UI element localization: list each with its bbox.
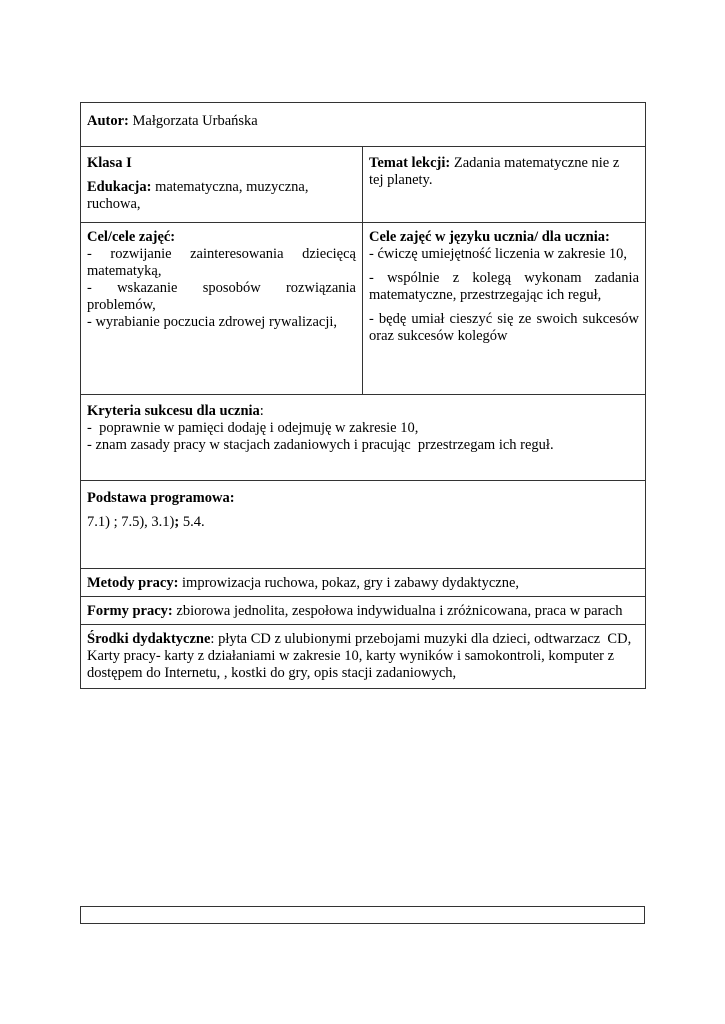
student-goals-label: Cele zajęć w języku ucznia/ dla ucznia: <box>369 229 610 245</box>
topic-cell <box>363 147 646 223</box>
goals-line-4: problemów, <box>87 297 156 313</box>
student-goals-item-3b: oraz sukcesów kolegów <box>369 328 508 344</box>
author-cell <box>81 103 646 147</box>
criteria-label: Kryteria sukcesu dla ucznia <box>87 403 260 419</box>
curriculum-label: Podstawa programowa: <box>87 490 235 506</box>
author-label: Autor: <box>87 113 129 129</box>
curriculum-row <box>81 481 646 569</box>
methods-row <box>81 569 646 597</box>
forms-row <box>81 597 646 625</box>
criteria-row <box>81 395 646 481</box>
forms-value: zbiorowa jednolita, zespołowa indywidualna i zróżnicowana, praca w parach <box>176 603 623 619</box>
class-topic-row <box>81 147 646 223</box>
topic-label: Temat lekcji: <box>369 155 451 171</box>
education-value-1: matematyczna, muzyczna, <box>155 179 309 195</box>
topic-value-1: Zadania matematyczne nie z <box>453 155 620 171</box>
student-goals-cell <box>363 223 646 395</box>
footer-frame <box>80 906 645 924</box>
student-goals-item-1: - ćwiczę umiejętność liczenia w zakresie 10, <box>369 246 628 262</box>
methods-value: improwizacja ruchowa, pokaz, gry i zabawy dydaktyczne, <box>182 575 520 591</box>
forms-cell <box>81 597 646 625</box>
materials-row <box>81 625 646 689</box>
class-cell <box>81 147 363 223</box>
goals-label: Cel/cele zajęć: <box>87 229 176 245</box>
education-label: Edukacja: <box>87 179 152 195</box>
goals-line-5: - wyrabianie poczucia zdrowej rywalizacji, <box>87 314 337 330</box>
student-goals-item-2b: matematyczne, przestrzegając ich reguł, <box>369 287 602 303</box>
goals-line-3: - wskazanie sposobów rozwiązania <box>87 280 356 296</box>
curriculum-value-b: ; <box>174 514 180 530</box>
materials-label: Środki dydaktyczne <box>87 631 211 647</box>
methods-cell <box>81 569 646 597</box>
class-label: Klasa I <box>87 155 132 171</box>
curriculum-value-a: 7.1) ; 7.5), 3.1) <box>87 514 175 530</box>
methods-label: Metody pracy: <box>87 575 179 591</box>
criteria-item-1: - poprawnie w pamięci dodaję i odejmuję w zakresie 10, <box>87 420 419 436</box>
goals-row <box>81 223 646 395</box>
student-goals-item-3a: - będę umiał cieszyć się ze swoich sukcesów <box>369 311 640 327</box>
criteria-cell <box>81 395 646 481</box>
author-value: Małgorzata Urbańska <box>132 113 258 129</box>
author-row <box>81 103 646 147</box>
student-goals-item-2a: - wspólnie z kolegą wykonam zadania <box>369 270 640 286</box>
materials-line-1: : płyta CD z ulubionymi przebojami muzyki dla dzieci, odtwarzacz CD, <box>210 631 632 647</box>
criteria-colon: : <box>259 403 264 419</box>
forms-label: Formy pracy: <box>87 603 173 619</box>
curriculum-cell <box>81 481 646 569</box>
curriculum-value-c: 5.4. <box>179 514 205 530</box>
materials-line-2: Karty pracy- karty z działaniami w zakresie 10, karty wyników i samokontroli, komputer z <box>87 648 615 664</box>
goals-cell <box>81 223 363 395</box>
lesson-plan-table <box>80 102 646 689</box>
materials-line-3: dostępem do Internetu, , kostki do gry, opis stacji zadaniowych, <box>87 665 457 681</box>
criteria-item-2: - znam zasady pracy w stacjach zadaniowych i pracując przestrzegam ich reguł. <box>87 437 554 453</box>
topic-value-2: tej planety. <box>369 172 433 188</box>
education-value-2: ruchowa, <box>87 196 141 212</box>
goals-line-2: matematyką, <box>87 263 162 279</box>
materials-cell <box>81 625 646 689</box>
goals-line-1: - rozwijanie zainteresowania dziecięcą <box>87 246 356 262</box>
